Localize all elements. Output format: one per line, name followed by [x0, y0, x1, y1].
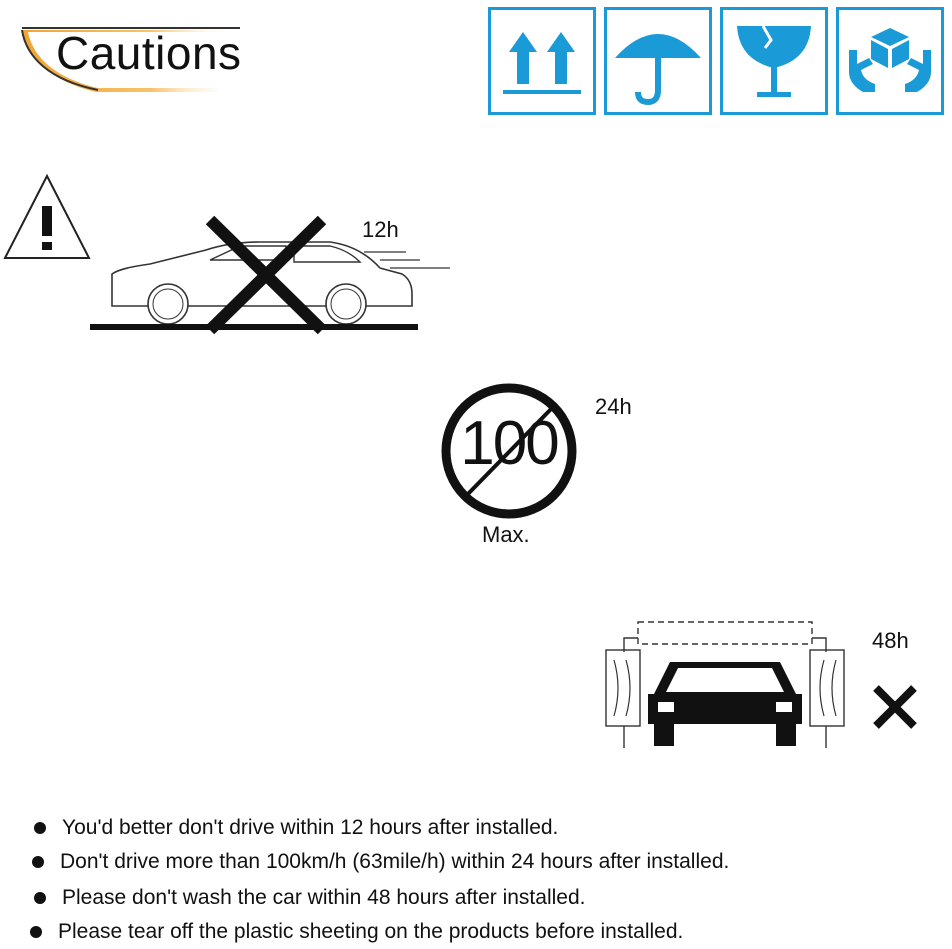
note-text: You'd better don't drive within 12 hours after installed.: [62, 816, 559, 839]
note-text: Please don't wash the car within 48 hours after installed.: [62, 886, 586, 909]
page-title: Cautions: [56, 27, 242, 79]
list-item: [34, 882, 585, 914]
speed-limit-hours-label: 24h: [595, 394, 632, 419]
cross-icon: [870, 682, 920, 732]
speed-limit-value: 100: [460, 409, 558, 478]
bullet-icon: [30, 926, 42, 938]
no-wash-hours-label: 48h: [872, 628, 909, 653]
keep-dry-umbrella-icon: [604, 7, 712, 115]
no-driving-hours-label: 12h: [362, 217, 399, 242]
fragile-glass-icon: [720, 7, 828, 115]
list-item: [30, 916, 683, 948]
bullet-icon: [34, 822, 46, 834]
warning-triangle-icon: [2, 172, 92, 262]
package-handling-icons: [488, 7, 948, 117]
bullet-icon: [34, 892, 46, 904]
this-way-up-icon: [488, 7, 596, 115]
note-text: Please tear off the plastic sheeting on the products before installed.: [58, 920, 684, 943]
handle-with-care-icon: [836, 7, 944, 115]
speed-limit-caption: Max.: [482, 522, 530, 547]
list-item: [32, 846, 729, 878]
list-item: [34, 812, 558, 844]
no-driving-car-illustration: [90, 210, 460, 335]
bullet-icon: [32, 856, 44, 868]
no-car-wash-illustration: [600, 612, 850, 752]
note-text: Don't drive more than 100km/h (63mile/h) within 24 hours after installed.: [60, 850, 730, 873]
